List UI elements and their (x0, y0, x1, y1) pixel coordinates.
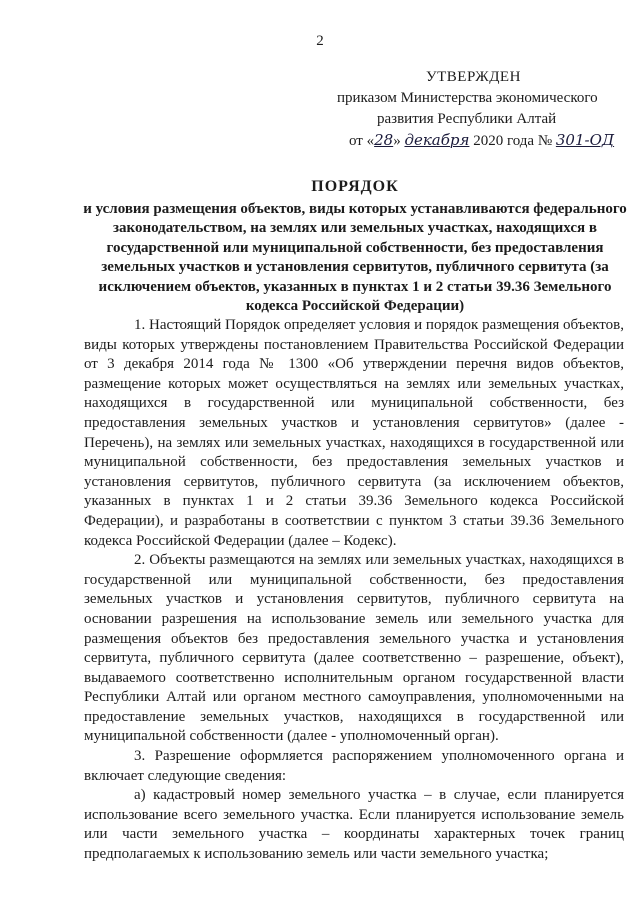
handwritten-month: декабря (404, 131, 470, 149)
document-title-block (78, 177, 632, 317)
date-prefix: от « (349, 133, 375, 149)
document-subtitle: и условия размещения объектов, виды которых устанавливаются федерального законодательством, на землях или земельных участках, находящихся в государственной или муниципальной собственности, без предоставления земельных участков и установления сервитутов, публичного сервитута (за исключением объектов, указанных в пунктах 1 и 2 статьи 39.36 Земельного кодекса Российской Федерации) (83, 200, 627, 314)
paragraph-3: 3. Разрешение оформляется распоряжением уполномоченного органа и включает следующие сведения: (84, 748, 624, 784)
document-body (84, 316, 624, 865)
paragraph-3a: а) кадастровый номер земельного участка – в случае, если планируется использование всего земельного участка. Если планируется использование земель или части земельного участка – координаты характерных точек границ предполагаемых к использованию земель или части земельного участка; (84, 787, 624, 863)
paragraph-1: 1. Настоящий Порядок определяет условия и порядок размещения объектов, виды которых утверждены постановлением Правительства Российской Федерации от 3 декабря 2014 года № 1300 «Об утверждении перечня видов объектов, размещение которых может осуществляться на землях или земельных участках, находящихся в государственной или муниципальной собственности, без предоставления земельных участков и установления сервитутов» (далее - Перечень), на землях или земельных участках, находящихся в государственной или муниципальной собственности, без предоставления земельных участков и установления сервитутов, публичного сервитута (за исключением объектов, указанных в пунктах 1 и 2 статьи 39.36 Земельного кодекса Российской Федерации), и разработаны в соответствии с пунктом 3 статьи 39.36 Земельного кодекса Российской Федерации (далее – Кодекс). (84, 317, 624, 549)
approval-issuer-region: развития Республики Алтай (377, 111, 557, 127)
date-mid: » (393, 133, 405, 149)
document-title: ПОРЯДОК (311, 178, 399, 195)
date-year: 2020 года № (469, 133, 556, 149)
approval-stamp (337, 67, 627, 152)
approval-issuer: приказом Министерства экономического (337, 90, 598, 106)
approval-heading: УТВЕРЖДЕН (426, 69, 521, 85)
handwritten-order-number: 301-ОД (555, 131, 615, 149)
paragraph-2: 2. Объекты размещаются на землях или земельных участках, находящихся в государственной или муниципальной собственности, без предоставления земельных участков и установления сервитутов, публичного сервитута на основании разрешения на использование земель или земельного участка для размещения объектов без предоставления земельного участка и установления сервитута, публичного сервитута (далее соответственно – разрешение, объект), выдаваемого соответственно исполнительным органом государственной власти Республики Алтай или органом местного самоуправления, уполномоченными на предоставление земельных участков, находящихся в государственной или муниципальной собственности (далее - уполномоченный орган). (84, 552, 624, 745)
approval-date-line (337, 130, 627, 152)
handwritten-day: 28 (374, 131, 394, 149)
page-number: 2 (316, 33, 324, 49)
